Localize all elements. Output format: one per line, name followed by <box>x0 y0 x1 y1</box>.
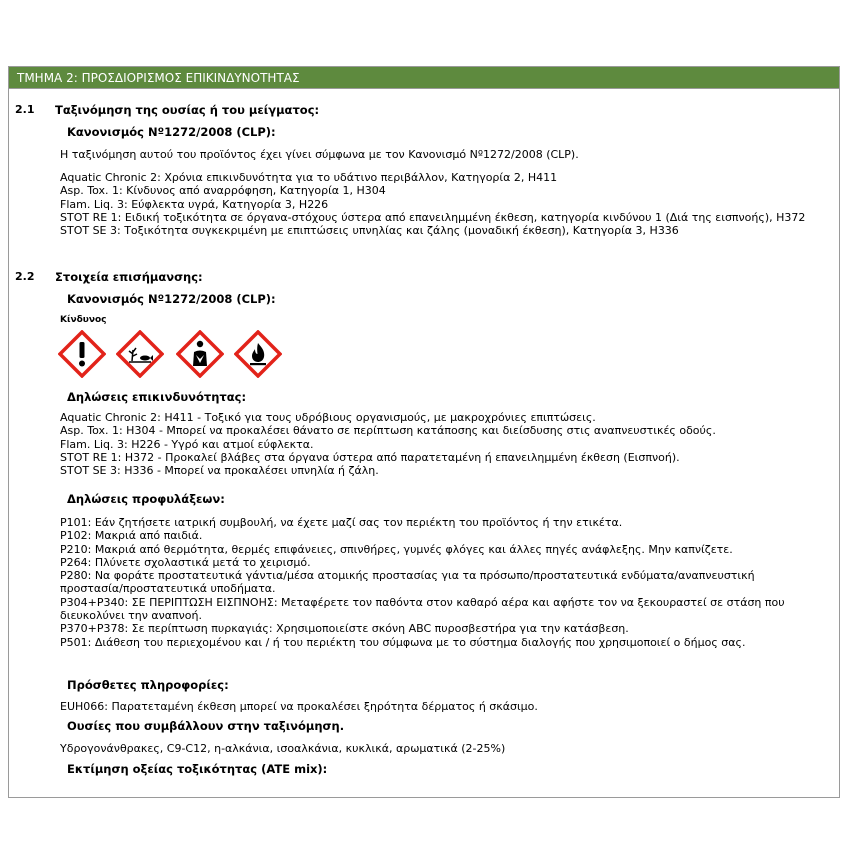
hazard-statements-list <box>60 411 716 477</box>
ghs-pictograms <box>58 330 288 378</box>
health-hazard-icon <box>176 330 224 378</box>
section-2-1-regulation: Κανονισμός Νº1272/2008 (CLP): <box>67 125 276 139</box>
section-header: ΤΜΗΜΑ 2: ΠΡΟΣΔΙΟΡΙΣΜΟΣ ΕΠΙΚΙΝΔΥΝΟΤΗΤΑΣ <box>9 67 839 89</box>
additional-info-title: Πρόσθετες πληροφορίες: <box>67 678 229 692</box>
section-2-1-number: 2.1 <box>15 103 35 116</box>
flame-icon <box>234 330 282 378</box>
precautionary-statement: προστασία/προστατευτικά υποδήματα. <box>60 582 276 596</box>
hazard-statement: Asp. Tox. 1: H304 - Μπορεί να προκαλέσει θάνατο σε περίπτωση κατάποσης και διείσδυσης στις αναπνευστικές οδούς. <box>60 424 716 438</box>
classification-line: STOT SE 3: Τοξικότητα συγκεκριμένη με επιπτώσεις υπνηλίας και ζάλης (μοναδική έκθεση), Κατηγορία 3, H336 <box>60 224 679 238</box>
precautionary-statement: P264: Πλύνετε σχολαστικά μετά το χειρισμό. <box>60 555 311 569</box>
section-2-1-title: Ταξινόμηση της ουσίας ή του μείγματος: <box>55 103 320 117</box>
section-2-2-number: 2.2 <box>15 270 35 283</box>
section-2-2-title: Στοιχεία επισήμανσης: <box>55 270 203 284</box>
classification-line: Flam. Liq. 3: Εύφλεκτα υγρά, Κατηγορία 3, H226 <box>60 197 329 211</box>
precautionary-statement: διευκολύνει την αναπνοή. <box>60 609 203 623</box>
precautionary-statement: P102: Μακριά από παιδιά. <box>60 529 203 543</box>
precautionary-statement: P280: Να φοράτε προστατευτικά γάντια/μέσα ατομικής προστασίας για τα πρόσωπο/προστατευτικά ενδύματα/αναπνευστική <box>60 569 755 583</box>
precautionary-statements-list <box>60 516 785 649</box>
signal-word: Κίνδυνος <box>60 315 107 325</box>
contributing-substances-text: Υδρογονάνθρακες, C9-C12, η-αλκάνια, ισοαλκάνια, κυκλικά, αρωματικά (2-25%) <box>60 742 506 755</box>
exclamation-mark-icon <box>58 330 106 378</box>
contributing-substances-title: Ουσίες που συμβάλλουν στην ταξινόμηση. <box>67 719 345 733</box>
hazard-statement: Aquatic Chronic 2: H411 - Τοξικό για τους υδρόβιους οργανισμούς, με μακροχρόνιες επιπτώσεις. <box>60 411 596 424</box>
hazard-statement: STOT RE 1: H372 - Προκαλεί βλάβες στα όργανα ύστερα από παρατεταμένη ή επανειλημμένη έκθεση (Εισπνοή). <box>60 450 680 464</box>
classification-list <box>60 171 805 237</box>
precautionary-statement: P370+P378: Σε περίπτωση πυρκαγιάς: Χρησιμοποιείστε σκόνη ABC πυροσβεστήρα για την κατάσβεση. <box>60 622 629 636</box>
section-2-1-intro: Η ταξινόμηση αυτού του προϊόντος έχει γίνει σύμφωνα με τον Κανονισμό Nº1272/2008 (CLP). <box>60 148 579 161</box>
hazard-statements-title: Δηλώσεις επικινδυνότητας: <box>67 390 247 404</box>
classification-line: Aquatic Chronic 2: Χρόνια επικινδυνότητα για το υδάτινο περιβάλλον, Κατηγορία 2, H411 <box>60 171 558 184</box>
precautionary-statement: P304+P340: ΣΕ ΠΕΡΙΠΤΩΣΗ ΕΙΣΠΝΟΗΣ: Μεταφέρετε τον παθόντα στον καθαρό αέρα και αφήστε τον να ξεκουραστεί σε στάση που <box>60 595 785 609</box>
environment-icon <box>116 330 164 378</box>
additional-info-text: EUH066: Παρατεταμένη έκθεση μπορεί να προκαλέσει ξηρότητα δέρματος ή σκάσιμο. <box>60 700 538 713</box>
precautionary-statement: P101: Εάν ζητήσετε ιατρική συμβουλή, να έχετε μαζί σας τον περιέκτη του προϊόντος ή την ετικέτα. <box>60 516 623 529</box>
ate-mix-title: Εκτίμηση οξείας τοξικότητας (ATE mix): <box>67 762 328 776</box>
classification-line: STOT RE 1: Ειδική τοξικότητα σε όργανα-στόχους ύστερα από επανειλημμένη έκθεση, κατηγορία κινδύνου 1 (Διά της εισπνοής), H372 <box>60 210 806 224</box>
section-2-2-regulation: Κανονισμός Νº1272/2008 (CLP): <box>67 292 276 306</box>
hazard-statement: STOT SE 3: H336 - Μπορεί να προκαλέσει υπνηλία ή ζάλη. <box>60 464 379 478</box>
hazard-statement: Flam. Liq. 3: H226 - Υγρό και ατμοί εύφλεκτα. <box>60 437 314 451</box>
precautionary-statement: P210: Μακριά από θερμότητα, θερμές επιφάνειες, σπινθήρες, γυμνές φλόγες και άλλες πηγές ανάφλεξης. Μην καπνίζετε. <box>60 542 733 556</box>
precautionary-statement: P501: Διάθεση του περιεχομένου και / ή του περιέκτη του σύμφωνα με το σύστημα διαλογής που χρησιμοποιεί ο δήμος σας. <box>60 635 746 649</box>
classification-line: Asp. Tox. 1: Κίνδυνος από αναρρόφηση, Κατηγορία 1, H304 <box>60 184 386 198</box>
precautionary-statements-title: Δηλώσεις προφυλάξεων: <box>67 492 225 506</box>
